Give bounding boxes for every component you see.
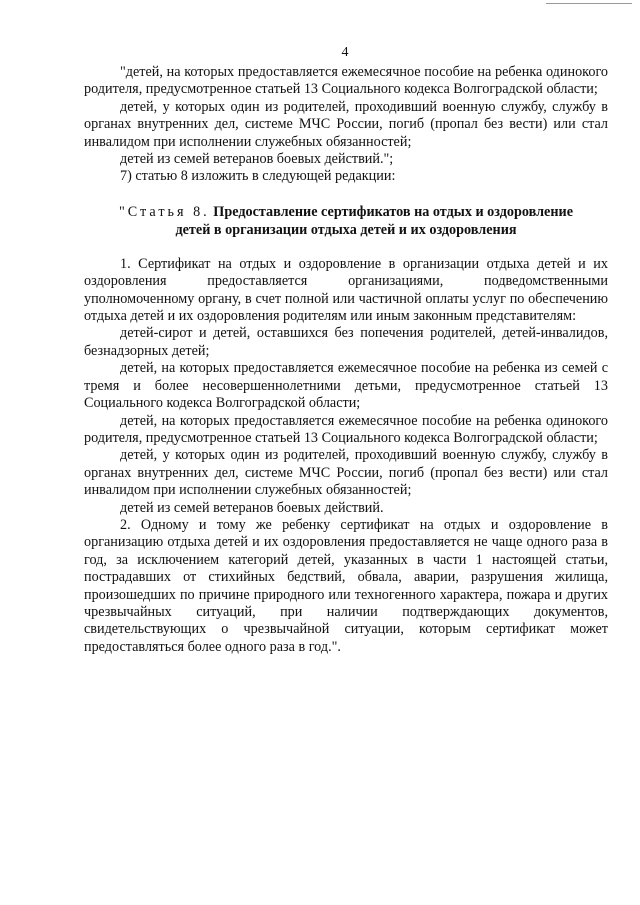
article-heading [84, 203, 608, 239]
spacer [84, 239, 608, 256]
intro-item: "детей, на которых предоставляется ежемесячное пособие на ребенка одинокого родителя, предусмотренное статьей 13 Социального кодекса Волгоградской области; [84, 64, 608, 98]
category-item: детей, у которых один из родителей, проходивший военную службу, службу в органах внутренних дел, системе МЧС России, погиб (пропал без вести) или стал инвалидом при исполнении служебных обязанностей; [84, 447, 608, 499]
category-item: детей, на которых предоставляется ежемесячное пособие на ребенка из семей с тремя и более несовершеннолетними детьми, предусмотренное статьей 13 Социального кодекса Волгоградской области; [84, 360, 608, 412]
amendment-instruction: 7) статью 8 изложить в следующей редакции: [120, 168, 396, 185]
spacer [84, 186, 608, 203]
category-item: детей из семей ветеранов боевых действий. [120, 499, 384, 516]
article-title-part-2: детей в организации отдыха детей и их оздоровления [175, 221, 517, 238]
category-item: детей, на которых предоставляется ежемесячное пособие на ребенка одинокого родителя, предусмотренное статьей 13 Социального кодекса Волгоградской области; [84, 412, 608, 446]
top-edge-rule [546, 3, 632, 4]
article-prefix: "Статья 8. [118, 203, 210, 220]
category-item: детей-сирот и детей, оставшихся без попечения родителей, детей-инвалидов, безнадзорных детей; [84, 325, 608, 359]
intro-item: детей из семей ветеранов боевых действий."; [120, 151, 394, 168]
article-heading-line-1 [84, 203, 608, 221]
page-number: 4 [341, 45, 349, 60]
article-part-2: 2. Одному и тому же ребенку сертификат на отдых и оздоровление в организацию отдыха детей и их оздоровления предоставляется не чаще одного раза в год, за исключением категорий детей, указанных в части 1 настоящей статьи, пострадавших от стихийных бедствий, обвала, аварии, разрушения жилища, произошедших по причине природного или техногенного характера, пожара и других чрезвычайных ситуаций, при наличии подтверждающих документов, свидетельствующих о чрезвычайной ситуации, которым сертификат может предоставляться более одного раза в год.". [84, 516, 608, 655]
article-title-part-1: Предоставление сертификатов на отдых и оздоровление [213, 203, 574, 220]
document-body [84, 64, 608, 656]
intro-item: детей, у которых один из родителей, проходивший военную службу, службу в органах внутренних дел, системе МЧС России, погиб (пропал без вести) или стал инвалидом при исполнении служебных обязанностей; [84, 98, 608, 150]
article-part-1: 1. Сертификат на отдых и оздоровление в организации отдыха детей и их оздоровления предоставляется организациями, подведомственными уполномоченному органу, в счет полной или частичной оплаты услуг по обеспечению отдыха детей и их оздоровления родителям или иным законным представителям: [84, 255, 608, 325]
